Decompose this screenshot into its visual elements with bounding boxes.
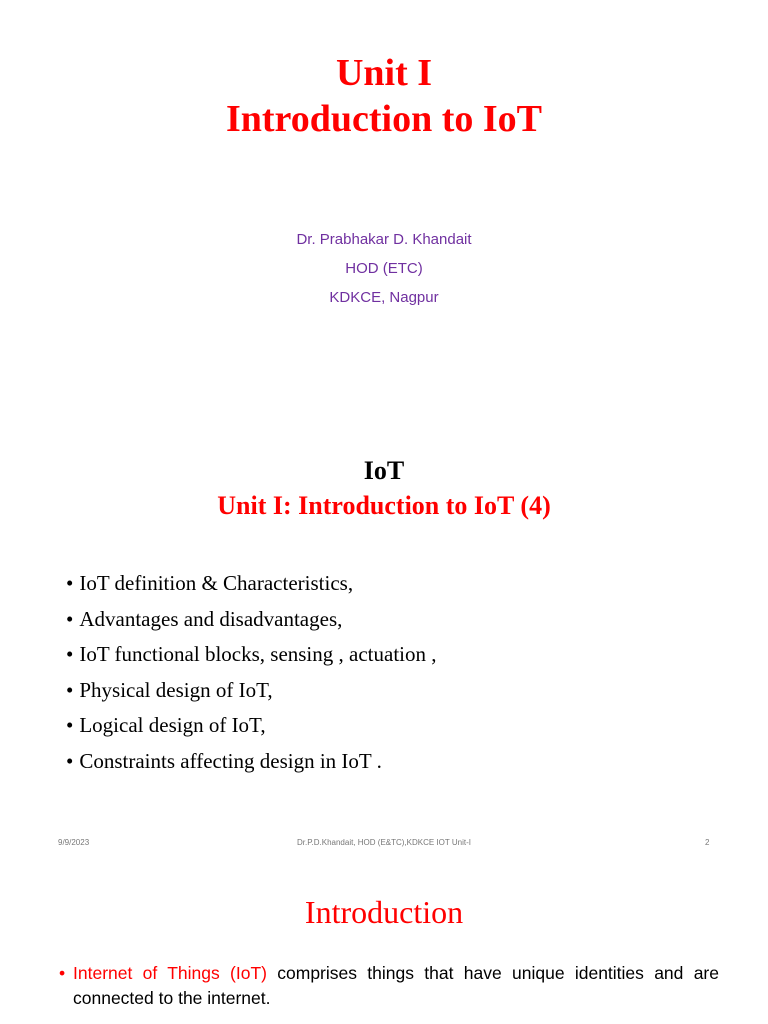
footer-text: Dr.P.D.Khandait, HOD (E&TC),KDKCE IOT Unit-I	[297, 838, 471, 847]
paragraph-text: comprises things that have unique identities and are connected to the internet.	[73, 963, 719, 1008]
list-item: • Advantages and disadvantages,	[66, 606, 343, 631]
list-item: • IoT functional blocks, sensing , actuation ,	[66, 642, 437, 667]
slide-title-line2: Introduction to IoT	[225, 98, 543, 140]
author-institute: KDKCE, Nagpur	[329, 289, 439, 306]
slide-introduction	[0, 860, 768, 1024]
slide-syllabus	[0, 430, 768, 860]
list-item: • IoT definition & Characteristics,	[66, 571, 354, 595]
slide-subheading: Unit I: Introduction to IoT (4)	[217, 491, 551, 520]
author-name: Dr. Prabhakar D. Khandait	[296, 231, 472, 248]
list-item: • Logical design of IoT,	[66, 713, 266, 738]
slide-heading: IoT	[363, 456, 405, 485]
topic-list	[66, 566, 436, 780]
footer-date: 9/9/2023	[58, 838, 90, 847]
bullet-marker: •	[59, 963, 66, 983]
slide-title-line1: Unit I	[335, 52, 433, 94]
footer-page-number: 2	[705, 838, 710, 847]
list-item: • Physical design of IoT,	[66, 677, 273, 702]
list-item: • Constraints affecting design in IoT .	[66, 748, 382, 773]
slide-title	[0, 0, 768, 400]
paragraph	[59, 961, 719, 1011]
slide-heading: Introduction	[304, 894, 464, 930]
highlight-text: Internet of Things (IoT)	[73, 963, 267, 983]
author-role: HOD (ETC)	[345, 260, 423, 277]
